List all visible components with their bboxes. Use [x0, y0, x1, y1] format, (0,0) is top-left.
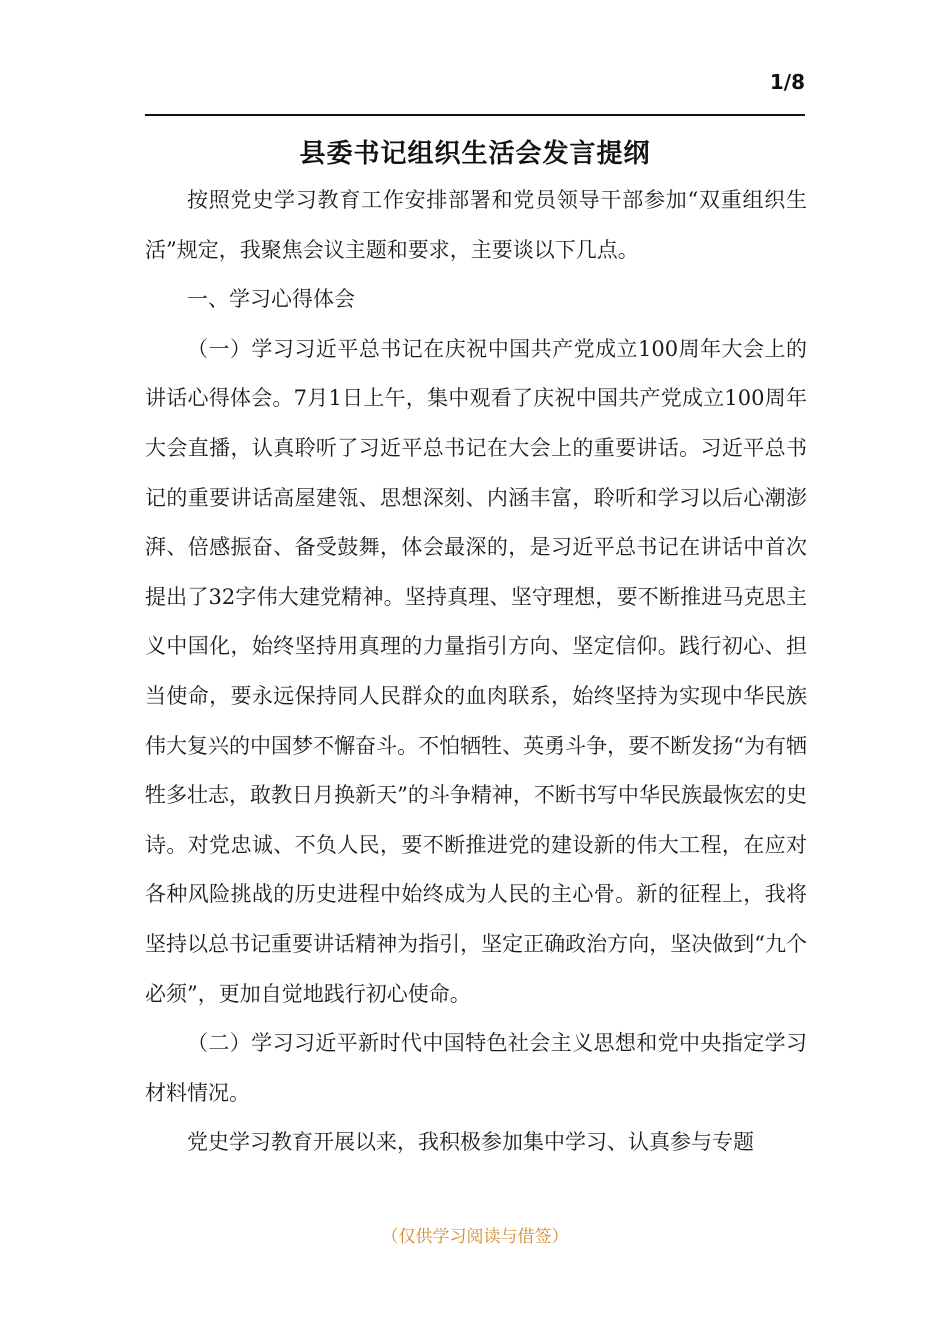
paragraph-subsection-1: （一）学习习近平总书记在庆祝中国共产党成立100周年大会上的讲话心得体会。7月1日上午，集中观看了庆祝中国共产党成立100周年大会直播，认真聆听了习近平总书记在大会上的重要讲话。习近平总书记的重要讲话高屋建瓴、思想深刻、内涵丰富，聆听和学习以后心潮澎湃、倍感振奋、备受鼓舞，体会最深的，是习近平总书记在讲话中首次提出了32字伟大建党精神。坚持真理、坚守理想，要不断推进马克思主义中国化，始终坚持用真理的力量指引方向、坚定信仰。践行初心、担当使命，要永远保持同人民群众的血肉联系，始终坚持为实现中华民族伟大复兴的中国梦不懈奋斗。不怕牺牲、英勇斗争，要不断发扬“为有牺牲多壮志，敢教日月换新天”的斗争精神，不断书写中华民族最恢宏的史诗。对党忠诚、不负人民，要不断推进党的建设新的伟大工程，在应对各种风险挑战的历史进程中始终成为人民的主心骨。新的征程上，我将坚持以总书记重要讲话精神为指引，坚定正确政治方向，坚决做到“九个必须”，更加自觉地践行初心使命。	[145, 336, 807, 1006]
paragraph-continuation: 党史学习教育开展以来，我积极参加集中学习、认真参与专题	[187, 1130, 754, 1155]
footer-note: （仅供学习阅读与借签）	[381, 1227, 569, 1247]
paragraph-intro: 按照党史学习教育工作安排部署和党员领导干部参加“双重组织生活”规定，我聚焦会议主题和要求，主要谈以下几点。	[145, 188, 807, 262]
document-body	[145, 176, 807, 1168]
document-title: 县委书记组织生活会发言提纲	[299, 139, 651, 169]
section-heading-1: 一、学习心得体会	[187, 287, 355, 312]
header-divider	[145, 114, 805, 116]
paragraph-subsection-2: （二）学习习近平新时代中国特色社会主义思想和党中央指定学习材料情况。	[145, 1031, 807, 1105]
page-number: 1/8	[769, 70, 805, 94]
